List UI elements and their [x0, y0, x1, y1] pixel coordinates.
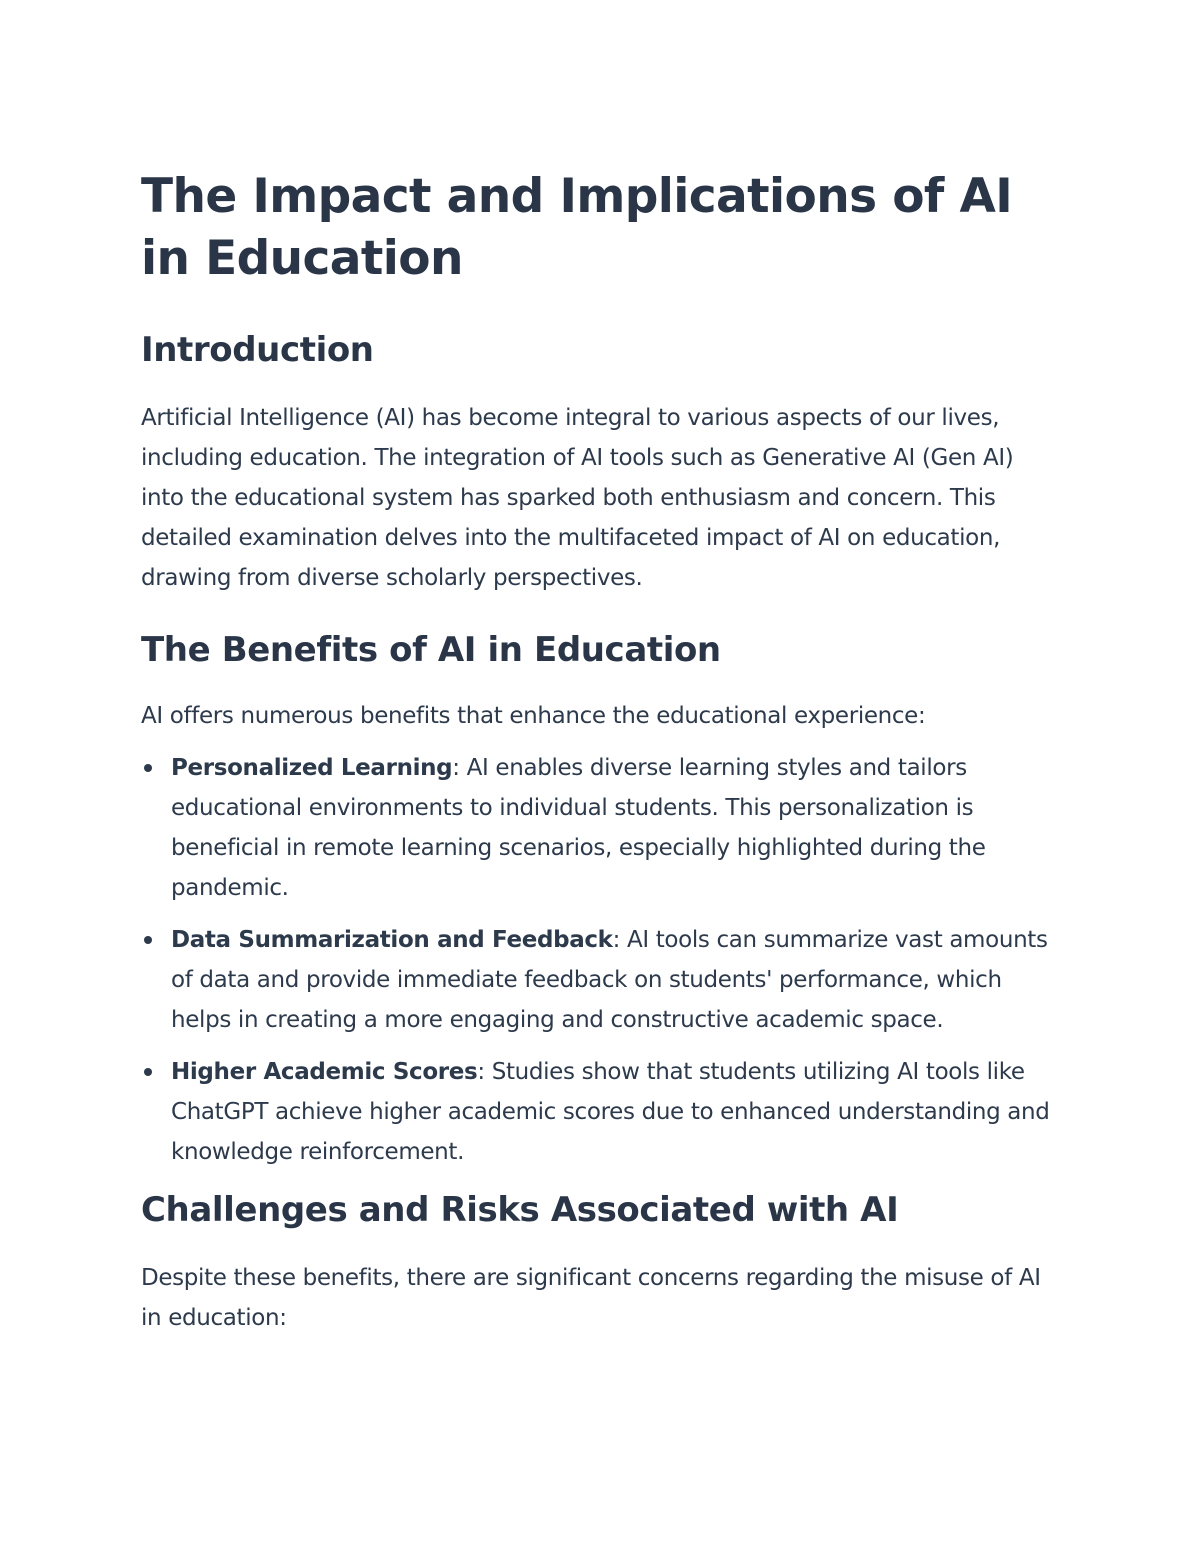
benefit-text: : Studies show that students utilizing AI tools like ChatGPT achieve higher academic scores due to enhanced understanding and knowledge reinforcement. [171, 1059, 1050, 1165]
bullet-icon [144, 1068, 152, 1076]
introduction-heading: Introduction [141, 330, 374, 370]
benefits-heading: The Benefits of AI in Education [141, 630, 721, 670]
list-item [141, 1052, 1061, 1172]
document-page [141, 166, 1061, 1338]
list-item [141, 748, 1061, 908]
benefits-lead: AI offers numerous benefits that enhance the educational experience: [141, 703, 926, 729]
challenges-paragraph: Despite these benefits, there are significant concerns regarding the misuse of AI in education: [141, 1265, 1041, 1331]
benefit-text: : AI tools can summarize vast amounts of data and provide immediate feedback on students' performance, which helps in creating a more engaging and constructive academic space. [171, 927, 1048, 1033]
list-item [141, 920, 1061, 1040]
benefit-term: Personalized Learning [171, 755, 453, 781]
bullet-icon [144, 764, 152, 772]
benefit-text: : AI enables diverse learning styles and tailors educational environments to individual students. This personalization is beneficial in remote learning scenarios, especially highlighted during the pandemic. [171, 755, 986, 901]
introduction-paragraph: Artificial Intelligence (AI) has become integral to various aspects of our lives, including education. The integration of AI tools such as Generative AI (Gen AI) into the educational system has sparked both enthusiasm and concern. This detailed examination delves into the multifaceted impact of AI on education, drawing from diverse scholarly perspectives. [141, 405, 1014, 591]
bullet-icon [144, 936, 152, 944]
benefits-list [141, 748, 1061, 1172]
benefit-term: Higher Academic Scores [171, 1059, 478, 1085]
benefit-term: Data Summarization and Feedback [171, 927, 613, 953]
document-title: The Impact and Implications of AI in Education [141, 169, 1013, 286]
challenges-heading: Challenges and Risks Associated with AI [141, 1190, 899, 1230]
